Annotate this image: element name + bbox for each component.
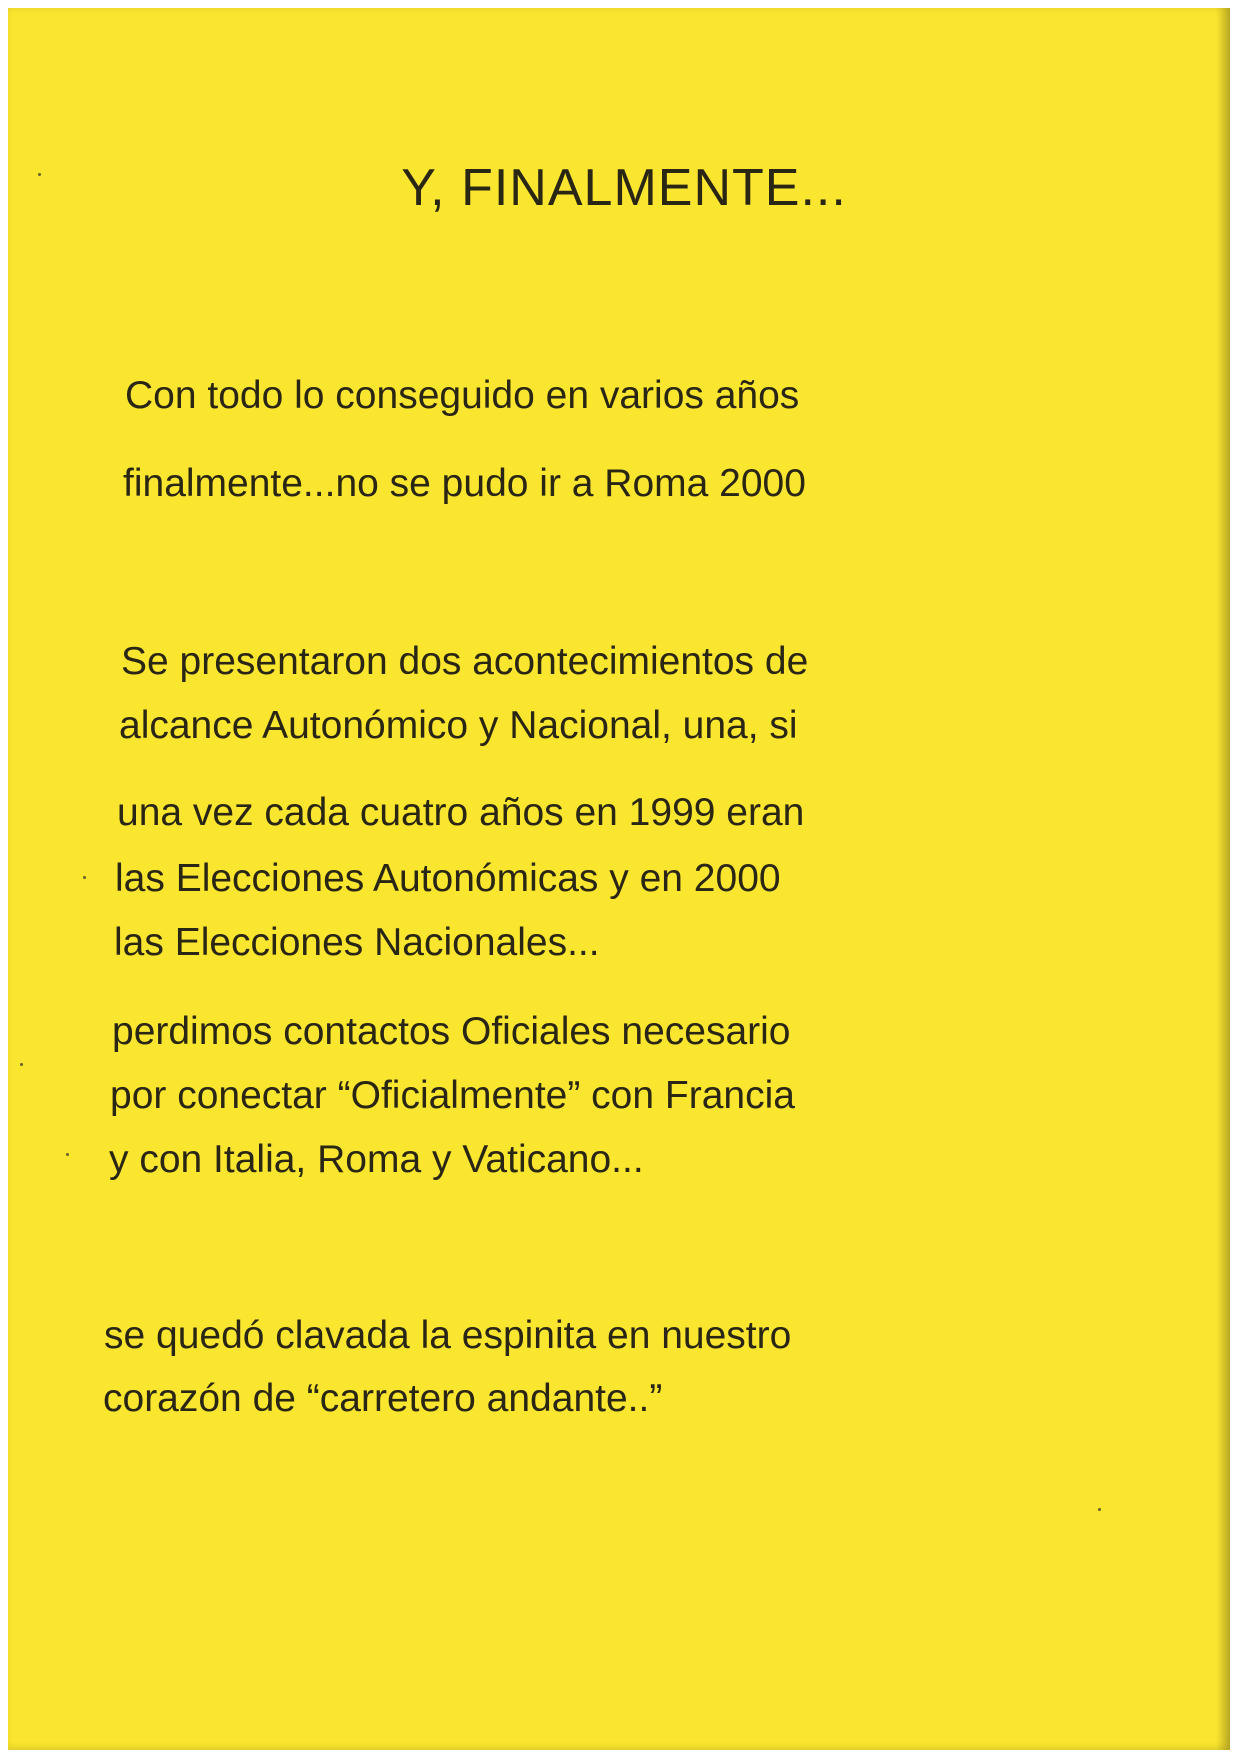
paragraph-3-line-1: una vez cada cuatro años en 1999 eran — [117, 791, 805, 834]
paragraph-4-line-3: y con Italia, Roma y Vaticano... — [109, 1138, 644, 1181]
scan-speck — [1098, 1508, 1101, 1511]
yellow-page — [8, 8, 1230, 1750]
paragraph-4-line-1: perdimos contactos Oficiales necesario — [112, 1010, 791, 1053]
paragraph-4-line-2: por conectar “Oficialmente” con Francia — [110, 1074, 795, 1117]
page-title: Y, FINALMENTE... — [401, 159, 847, 217]
paragraph-1-line-2: finalmente...no se pudo ir a Roma 2000 — [123, 462, 806, 505]
scan-speck — [66, 1153, 69, 1156]
paragraph-3-line-3: las Elecciones Nacionales... — [114, 921, 600, 964]
paragraph-1-line-1: Con todo lo conseguido en varios años — [125, 374, 800, 417]
paragraph-2-line-2: alcance Autonómico y Nacional, una, si — [119, 704, 798, 747]
paragraph-5-line-2: corazón de “carretero andante..” — [103, 1377, 663, 1420]
paragraph-5-line-1: se quedó clavada la espinita en nuestro — [104, 1314, 792, 1357]
scan-speck — [38, 173, 41, 176]
scan-speck — [20, 1063, 23, 1066]
paragraph-3-line-2: las Elecciones Autonómicas y en 2000 — [115, 857, 781, 900]
paragraph-2-line-1: Se presentaron dos acontecimientos de — [121, 640, 809, 683]
scan-speck — [83, 876, 86, 879]
page-edge-shadow — [1216, 8, 1230, 1750]
